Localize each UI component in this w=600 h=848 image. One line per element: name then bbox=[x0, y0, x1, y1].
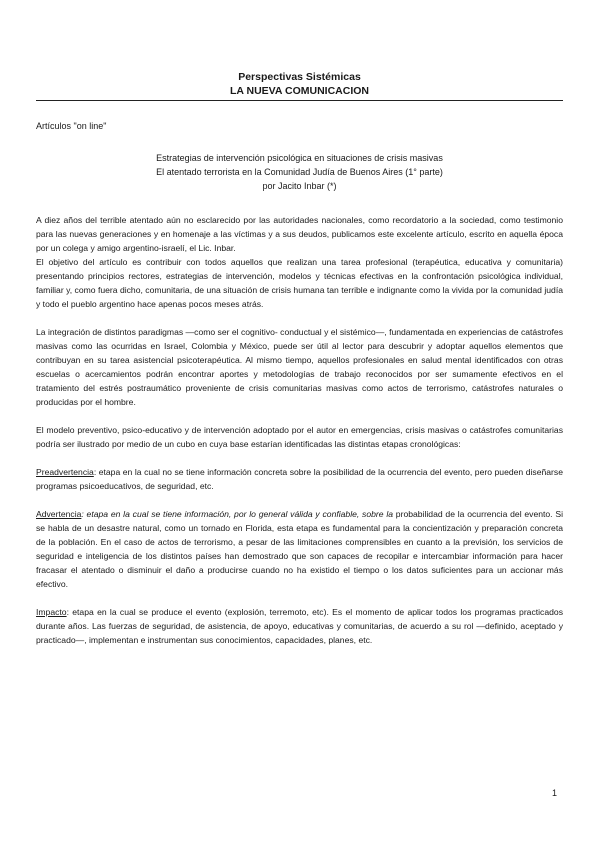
article-subtitle: El atentado terrorista en la Comunidad Judía de Buenos Aires (1° parte) bbox=[156, 167, 443, 177]
journal-subtitle: LA NUEVA COMUNICACION bbox=[229, 85, 370, 97]
article-title: Estrategias de intervención psicológica en situaciones de crisis masivas bbox=[156, 153, 443, 163]
stage-term: Impacto bbox=[36, 607, 67, 617]
stage-impacto bbox=[36, 605, 563, 647]
stage-term: Preadvertencia bbox=[36, 467, 94, 477]
model-paragraph: El modelo preventivo, psico-educativo y de intervención adoptado por el autor en emergencias, crisis masivas o catástrofes comunitarias podría ser ilustrado por medio de un cubo en cuya base estarían identificadas las distintas etapas cronológicas: bbox=[36, 425, 563, 449]
article-title-block bbox=[36, 151, 563, 193]
stage-text: probabilidad de la ocurrencia del evento. Si se habla de un desastre natural, como un tornado en Florida, esta etapa es fundamental para la concientización y preparación concreta de la población. En el caso de actos de terrorismo, a pesar de las limitaciones comprensibles en cuanto a la previsión, los servicios de seguridad e inteligencia de los distintos países han demostrado que son capaces de recopilar e intercambiar información para hacer fracasar el atentado o disminuir el daño a producirse cuando no ha existido el tiempo o los datos suficientes para un accionar más efectivo. bbox=[36, 509, 563, 589]
journal-header bbox=[36, 70, 563, 98]
page-number: 1 bbox=[552, 788, 558, 798]
stage-term: Advertencia bbox=[36, 509, 82, 519]
stage-text: : etapa en la cual se produce el evento (explosión, terremoto, etc). Es el momento de aplicar todos los programas practicados durante años. Las fuerzas de seguridad, de asistencia, de apoyo, educativas y comunitarias, de acuerdo a su rol —definido, aceptado y practicado—, implementan e instrumentan sus conocimientos, capacidades, planes, etc. bbox=[36, 607, 563, 645]
stage-preadvertencia bbox=[36, 465, 563, 493]
stage-advertencia bbox=[36, 507, 563, 591]
intro-paragraph: A diez años del terrible atentado aún no esclarecido por las autoridades nacionales, como recordatorio a la sociedad, como testimonio para las nuevas generaciones y en homenaje a las víctimas y a sus deudos, publicamos este excelente artículo, escrito en aquella época por un colega y amigo argentino-israelí, el Lic. Inbar. bbox=[36, 215, 563, 253]
section-label: Artículos "on line" bbox=[36, 121, 107, 131]
objective-paragraph: El objetivo del artículo es contribuir con todos aquellos que realizan una tarea profesional (terapéutica, educativa y comunitaria) presentando principios rectores, estrategias de intervención, modelos y técnicas efectivas en la confrontación psicológica individual, familiar y, como fuera dicho, comunitaria, de una situación de crisis humana tan terrible e indignante como la vivida por la comunidad judía y todo el pueblo argentino hace apenas pocos meses atrás. bbox=[36, 257, 563, 309]
stage-italic-text: : etapa en la cual se tiene información, por lo general válida y confiable, sobre la bbox=[81, 509, 394, 519]
article-byline: por Jacito Inbar (*) bbox=[262, 181, 337, 191]
stage-text: : etapa en la cual no se tiene información concreta sobre la posibilidad de la ocurrencia del evento, pero pueden diseñarse programas psicoeducativos, de seguridad, etc. bbox=[36, 467, 563, 491]
header-divider bbox=[36, 100, 563, 101]
journal-name: Perspectivas Sistémicas bbox=[238, 71, 361, 83]
integration-paragraph: La integración de distintos paradigmas —como ser el cognitivo- conductual y el sistémico—, fundamentada en experiencias de catástrofes masivas como las ocurridas en Israel, Colombia y México, puede ser útil al lector para descubrir y adoptar aquellos elementos que contribuyan en su tarea asistencial psicoterapéutica. Al mismo tiempo, aquellos profesionales en salud mental identificados con otras escuelas o acercamientos podrán encontrar aportes y metodologías de trabajo reconocidos por ser sumamente efectivos en el tratamiento del estrés postraumático proveniente de crisis comunitarias masivas como actos de terrorismo, catástrofes naturales o producidas por el hombre. bbox=[36, 327, 563, 407]
article-body bbox=[36, 213, 563, 661]
